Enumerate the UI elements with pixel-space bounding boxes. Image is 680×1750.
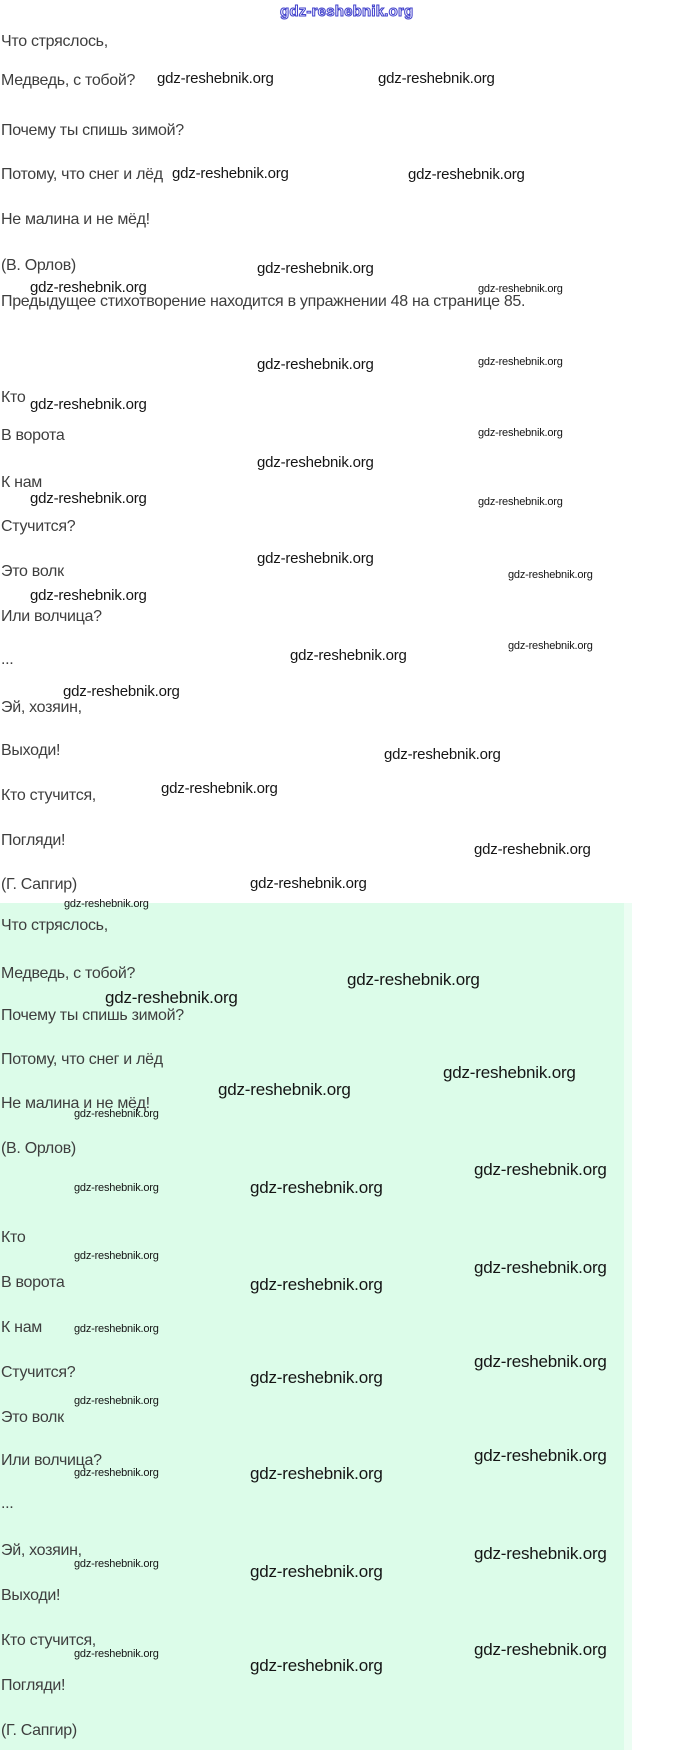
watermark: gdz-reshebnik.org [474,1258,607,1277]
watermark: gdz-reshebnik.org [74,1648,159,1660]
poem-author: (В. Орлов) [1,257,76,274]
poem-line: ... [1,1495,14,1512]
watermark: gdz-reshebnik.org [250,1562,383,1581]
poem-author: (Г. Сапгир) [1,876,77,893]
poem-line: К нам [1,474,43,491]
watermark: gdz-reshebnik.org [347,970,480,989]
poem-line: К нам [1,1319,43,1336]
watermark: gdz-reshebnik.org [161,780,278,797]
watermark: gdz-reshebnik.org [30,396,147,413]
poem-line: Стучится? [1,1364,76,1381]
poem-line: Потому, что снег и лёд [1,1051,163,1068]
poem-line: Погляди! [1,832,66,849]
watermark: gdz-reshebnik.org [74,1323,159,1335]
watermark: gdz-reshebnik.org [474,841,591,858]
poem-line: Не малина и не мёд! [1,211,150,228]
watermark: gdz-reshebnik.org [250,1178,383,1197]
poem-line: В ворота [1,1274,65,1291]
watermark: gdz-reshebnik.org [257,454,374,471]
poem-line: ... [1,651,14,668]
poem-line: Кто [1,389,26,406]
watermark: gdz-reshebnik.org [30,279,147,296]
watermark: gdz-reshebnik.org [408,166,525,183]
poem-line: Что стряслось, [1,33,108,50]
watermark: gdz-reshebnik.org [30,490,147,507]
poem-line: Что стряслось, [1,917,108,934]
poem-line: Кто стучится, [1,1632,96,1649]
poem-line: Почему ты спишь зимой? [1,122,184,139]
poem-line: Кто стучится, [1,787,96,804]
watermark: gdz-reshebnik.org [290,647,407,664]
poem-line: В ворота [1,427,65,444]
watermark: gdz-reshebnik.org [478,356,563,368]
watermark: gdz-reshebnik.org [63,683,180,700]
watermark: gdz-reshebnik.org [257,260,374,277]
watermark: gdz-reshebnik.org [474,1446,607,1465]
watermark: gdz-reshebnik.org [250,1656,383,1675]
poem-line: Или волчица? [1,608,102,625]
poem-line: Эй, хозяин, [1,1542,82,1559]
poem-line: Потому, что снег и лёд [1,166,163,183]
poem-author: (Г. Сапгир) [1,1722,77,1739]
watermark: gdz-reshebnik.org [478,427,563,439]
poem-line: Погляди! [1,1677,66,1694]
watermark: gdz-reshebnik.org [443,1063,576,1082]
watermark: gdz-reshebnik.org [74,1467,159,1479]
watermark: gdz-reshebnik.org [478,283,563,295]
poem-author: (В. Орлов) [1,1140,76,1157]
poem-line: Или волчица? [1,1452,102,1469]
watermark: gdz-reshebnik.org [74,1558,159,1570]
watermark: gdz-reshebnik.org [218,1080,351,1099]
watermark: gdz-reshebnik.org [474,1640,607,1659]
poem-line: Кто [1,1229,26,1246]
watermark: gdz-reshebnik.org [74,1250,159,1262]
poem-line: Это волк [1,1409,64,1426]
watermark: gdz-reshebnik.org [30,587,147,604]
watermark: gdz-reshebnik.org [74,1395,159,1407]
watermark: gdz-reshebnik.org [250,1464,383,1483]
watermark: gdz-reshebnik.org [474,1160,607,1179]
watermark: gdz-reshebnik.org [250,1275,383,1294]
poem-line: Стучится? [1,518,76,535]
watermark: gdz-reshebnik.org [257,356,374,373]
poem-line: Выходи! [1,1587,61,1604]
poem-line: Медведь, с тобой? [1,965,136,982]
poem-line: Почему ты спишь зимой? [1,1007,184,1024]
watermark: gdz-reshebnik.org [474,1544,607,1563]
watermark: gdz-reshebnik.org [74,1182,159,1194]
poem-line: Эй, хозяин, [1,699,82,716]
watermark: gdz-reshebnik.org [157,70,274,87]
watermark: gdz-reshebnik.org [74,1108,159,1120]
watermark: gdz-reshebnik.org [474,1352,607,1371]
watermark: gdz-reshebnik.org [257,550,374,567]
watermark: gdz-reshebnik.org [64,898,149,910]
watermark: gdz-reshebnik.org [172,165,289,182]
watermark: gdz-reshebnik.org [250,1368,383,1387]
exercise-note: Предыдущее стихотворение находится в упражнении 48 на странице 85. [1,293,526,310]
watermark: gdz-reshebnik.org [508,569,593,581]
watermark: gdz-reshebnik.org [508,640,593,652]
poem-line: Не малина и не мёд! [1,1095,150,1112]
watermark: gdz-reshebnik.org [478,496,563,508]
watermark: gdz-reshebnik.org [250,875,367,892]
poem-line: Это волк [1,563,64,580]
poem-line: Выходи! [1,742,61,759]
poem-line: Медведь, с тобой? [1,72,136,89]
watermark: gdz-reshebnik.org [105,988,238,1007]
watermark: gdz-reshebnik.org [378,70,495,87]
header-watermark: gdz-reshebnik.org [280,3,414,20]
watermark: gdz-reshebnik.org [384,746,501,763]
